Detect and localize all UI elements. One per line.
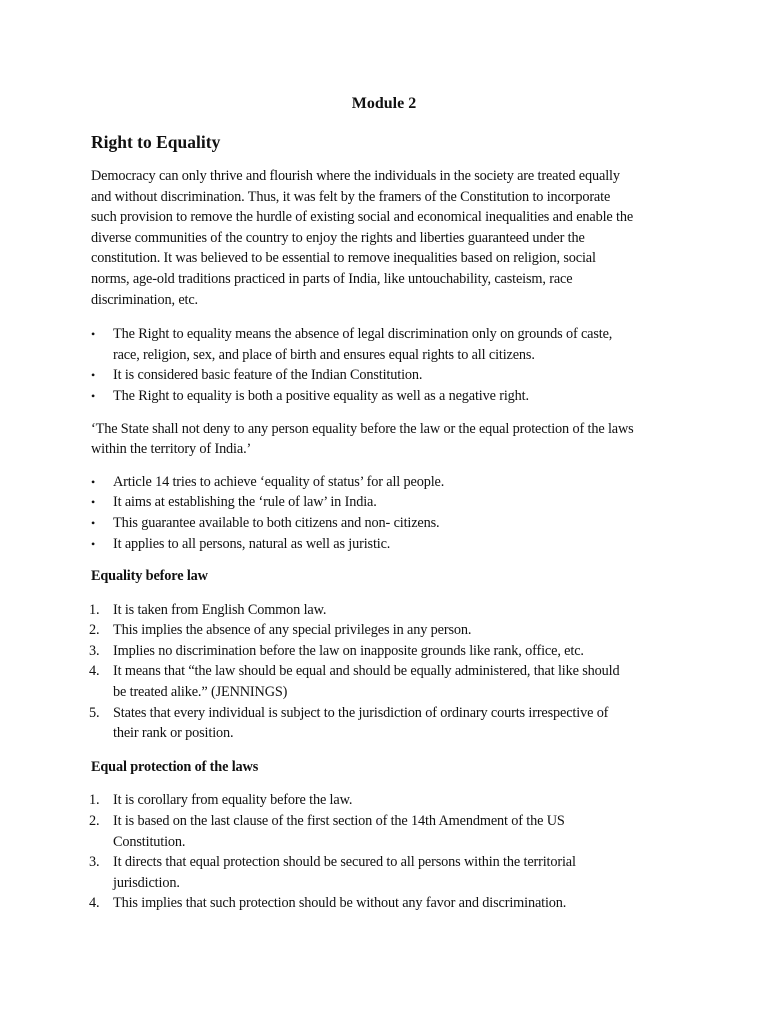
list-item: [91, 534, 691, 555]
equality-before-law-list: [91, 600, 691, 744]
list-number: 1.: [89, 601, 100, 618]
list-number: 5.: [89, 704, 100, 721]
intro-line: such provision to remove the hurdle of existing social and economical inequalities and enable the: [91, 209, 634, 226]
list-number: 3.: [89, 642, 100, 659]
list-item-text: Article 14 tries to achieve ‘equality of status’ for all people.: [113, 473, 445, 490]
bullet-marker: •: [91, 495, 96, 510]
list-item-text: Constitution.: [113, 833, 186, 850]
list-item: [91, 852, 691, 893]
list-item-text: States that every individual is subject to the jurisdiction of ordinary courts irrespective of: [113, 704, 609, 721]
right-to-equality-bullet-list: [91, 324, 691, 406]
bullet-marker: •: [91, 515, 96, 530]
list-item: [91, 703, 691, 744]
list-item-text: jurisdiction.: [113, 874, 180, 891]
list-item-text: The Right to equality means the absence of legal discrimination only on grounds of caste,: [113, 326, 613, 343]
list-number: 1.: [89, 792, 100, 809]
equal-protection-list: [91, 790, 691, 914]
list-item-text: It is corollary from equality before the law.: [113, 792, 353, 809]
list-item-text: It is considered basic feature of the Indian Constitution.: [113, 367, 423, 384]
list-item-text: It is taken from English Common law.: [113, 601, 327, 618]
list-number: 3.: [89, 854, 100, 871]
list-item: [91, 661, 691, 702]
section-title: Right to Equality: [91, 132, 221, 152]
list-item: [91, 513, 691, 534]
list-item-text: race, religion, sex, and place of birth and ensures equal rights to all citizens.: [113, 346, 535, 363]
list-item-text: It means that “the law should be equal and should be equally administered, that like should: [113, 663, 620, 680]
article-14-bullet-list: [91, 472, 691, 554]
list-item: [91, 386, 691, 407]
list-number: 2.: [89, 813, 100, 830]
list-item-text: It is based on the last clause of the first section of the 14th Amendment of the US: [113, 813, 565, 830]
intro-line: norms, age-old traditions practiced in parts of India, like untouchability, casteism, race: [91, 270, 573, 287]
list-item: [91, 492, 691, 513]
list-item-text: It applies to all persons, natural as well as juristic.: [113, 535, 391, 552]
intro-line: Democracy can only thrive and flourish where the individuals in the society are treated equally: [91, 168, 620, 184]
module-title: Module 2: [351, 95, 417, 112]
list-item-text: This guarantee available to both citizens and non- citizens.: [113, 514, 440, 531]
list-item: [91, 641, 691, 662]
equality-before-law-heading: Equality before law: [91, 568, 208, 585]
list-item-text: This implies the absence of any special privileges in any person.: [113, 622, 472, 639]
equal-protection-heading: Equal protection of the laws: [91, 758, 259, 775]
quote-line: within the territory of India.’: [91, 441, 252, 458]
list-item: [91, 893, 691, 914]
list-item: [91, 472, 691, 493]
list-item-text: Implies no discrimination before the law on inapposite grounds like rank, office, etc.: [113, 642, 584, 659]
intro-line: diverse communities of the country to enjoy the rights and liberties guaranteed under the: [91, 229, 585, 246]
document-body: [91, 166, 691, 914]
list-item: [91, 620, 691, 641]
bullet-marker: •: [91, 368, 96, 383]
list-item: [91, 324, 691, 365]
article-14-quote: [91, 419, 691, 460]
intro-line: constitution. It was believed to be essential to remove inequalities based on religion, social: [91, 250, 596, 267]
intro-line: discrimination, etc.: [91, 291, 198, 308]
list-item: [91, 790, 691, 811]
list-number: 4.: [89, 895, 100, 912]
intro-line: and without discrimination. Thus, it was felt by the framers of the Constitution to incorporate: [91, 188, 611, 205]
bullet-marker: •: [91, 327, 96, 342]
list-item: [91, 811, 691, 852]
list-item: [91, 600, 691, 621]
bullet-marker: •: [91, 536, 96, 551]
list-number: 4.: [89, 663, 100, 680]
quote-line: ‘The State shall not deny to any person equality before the law or the equal protection of the laws: [91, 420, 634, 437]
list-item-text: their rank or position.: [113, 725, 234, 742]
list-item-text: This implies that such protection should be without any favor and discrimination.: [113, 895, 567, 912]
list-item-text: be treated alike.” (JENNINGS): [113, 684, 288, 701]
list-item: [91, 365, 691, 386]
list-item-text: The Right to equality is both a positive equality as well as a negative right.: [113, 387, 529, 404]
intro-paragraph: [91, 166, 691, 310]
bullet-marker: •: [91, 474, 96, 489]
list-item-text: It aims at establishing the ‘rule of law’ in India.: [113, 494, 377, 511]
bullet-marker: •: [91, 388, 96, 403]
list-item-text: It directs that equal protection should be secured to all persons within the territorial: [113, 854, 576, 871]
list-number: 2.: [89, 622, 100, 639]
